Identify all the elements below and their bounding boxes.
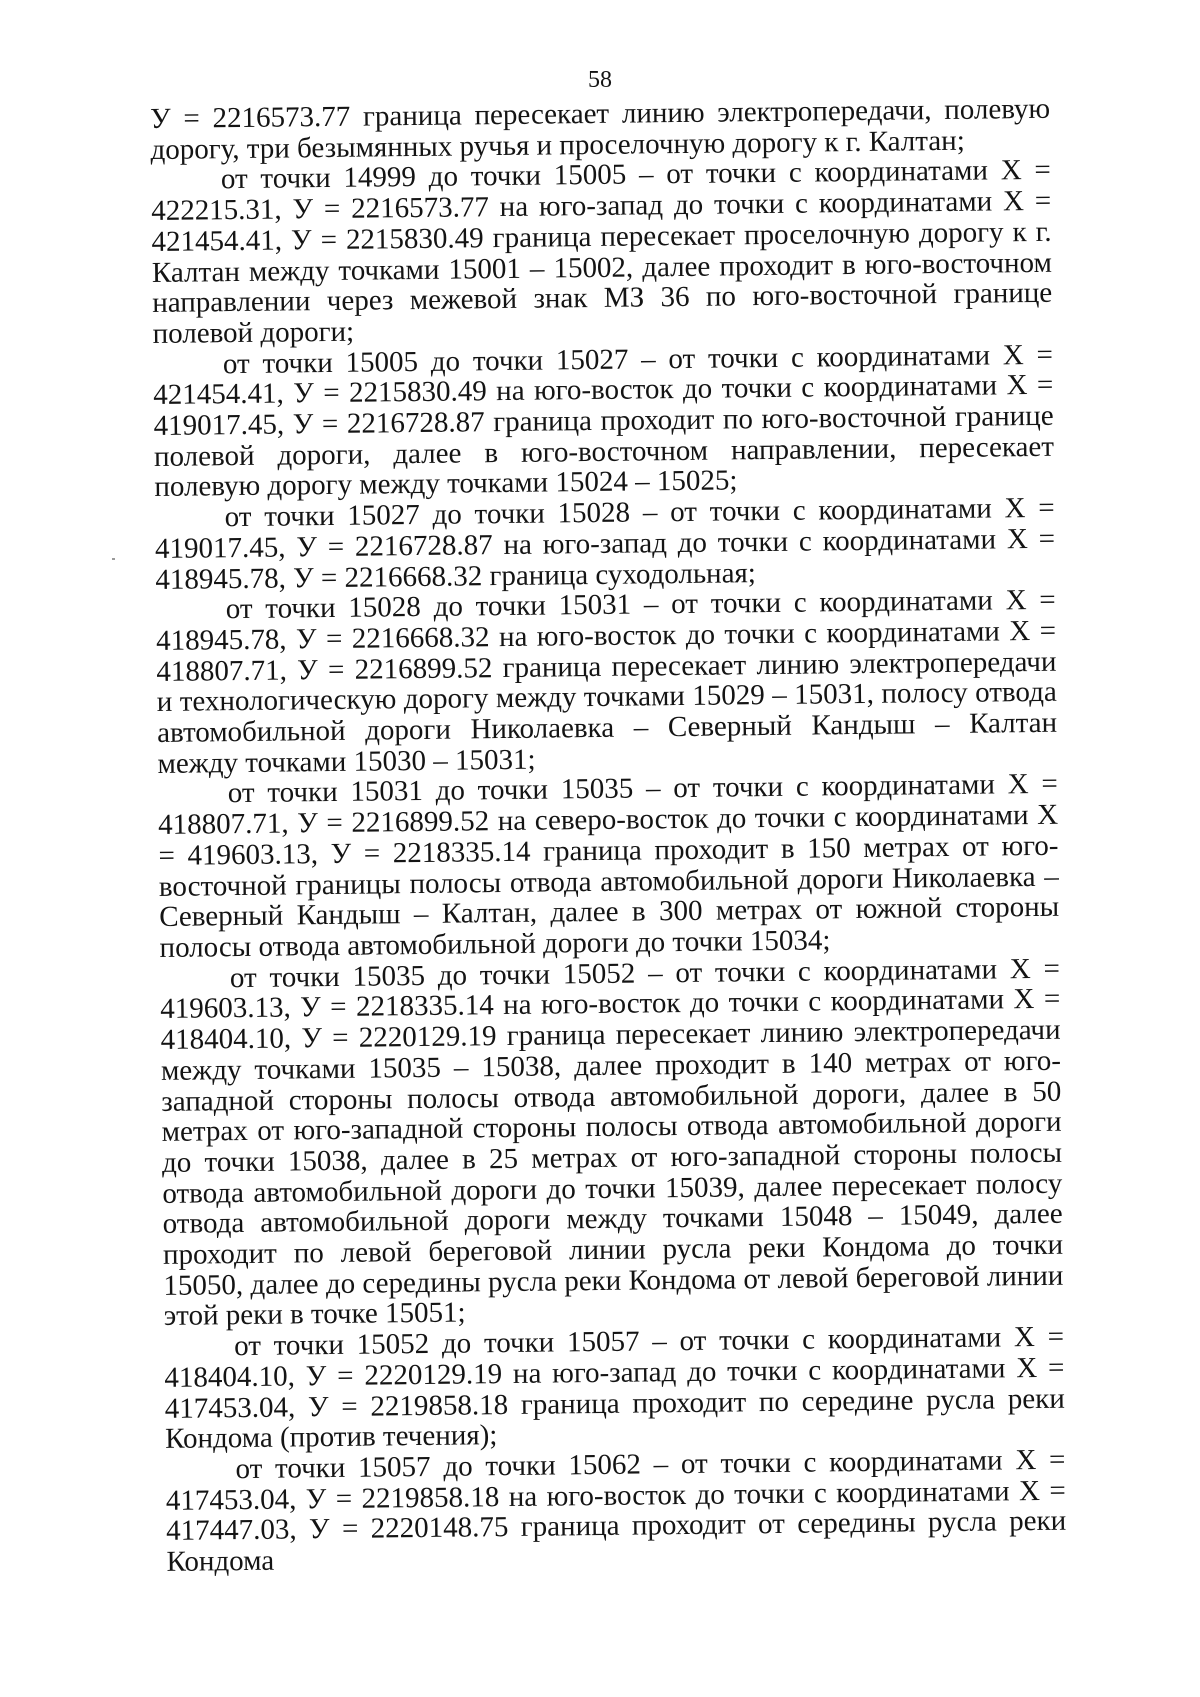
paragraph-segment-15027-15028: от точки 15027 до точки 15028 – от точки с координатами Х = 419017.45, У = 2216728.87 на юго-запад до точки с координатами Х = 418945.78, У = 2216668.32 граница суходольная; (154, 491, 1056, 596)
paragraph-segment-15005-15027: от точки 15005 до точки 15027 – от точки с координатами Х = 421454.41, У = 2215830.49 на юго-восток до точки с координатами Х = 419017.45, У = 2216728.87 граница проходит по юго-восточной границе полевой дороги, далее в юго-восточном направлении, пересекает полевую дорогу между точками 15024 – 15025; (153, 338, 1055, 504)
document-body (150, 94, 1067, 1578)
scan-speck (112, 558, 115, 560)
paragraph-segment-15028-15031: от точки 15028 до точки 15031 – от точки с координатами Х = 418945.78, У = 2216668.32 на юго-восток до точки с координатами Х = 418807.71, У = 2216899.52 граница пересекает линию электропередачи и технологическую дорогу между точками 15029 – 15031, полосу отвода автомобильной дороги Николаевка – Северный Кандыш – Калтан между точками 15030 – 15031; (155, 584, 1058, 780)
paragraph-segment-15035-15052: от точки 15035 до точки 15052 – от точки с координатами Х = 419603.13, У = 2218335.14 на юго-восток до точки с координатами Х = 418404.10, У = 2220129.19 граница пересекает линию электропередачи между точками 15035 – 15038, далее проходит в 140 метрах от юго-западной стороны полосы отвода автомобильной дороги, далее в 50 метрах от юго-западной стороны полосы отвода автомобильной дороги до точки 15038, далее в 25 метрах от юго-западной стороны полосы отвода автомобильной дороги до точки 15039, далее пересекает полосу отвода автомобильной дороги между точками 15048 – 15049, далее проходит по левой береговой линии русла реки Кондома до точки 15050, далее до середины русла реки Кондома от левой береговой линии этой реки в точке 15051; (160, 952, 1064, 1333)
paragraph-segment-15057-15062: от точки 15057 до точки 15062 – от точки с координатами Х = 417453.04, У = 2219858.18 на юго-восток до точки с координатами Х = 417447.03, У = 2220148.75 граница проходит от середины русла реки Кондома (165, 1443, 1067, 1578)
paragraph-segment-14999-15005: от точки 14999 до точки 15005 – от точки с координатами Х = 422215.31, У = 2216573.77 на юго-запад до точки с координатами Х = 421454.41, У = 2215830.49 граница пересекает проселочную дорогу к г. Калтан между точками 15001 – 15002, далее проходит в юго-восточном направлении через межевой знак МЗ 36 по юго-восточной границе полевой дороги; (151, 154, 1053, 350)
paragraph-segment-15052-15057: от точки 15052 до точки 15057 – от точки с координатами Х = 418404.10, У = 2220129.19 на юго-запад до точки с координатами Х = 417453.04, У = 2219858.18 граница проходит по середине русла реки Кондома (против течения); (164, 1320, 1065, 1456)
paragraph-continuation: У = 2216573.77 граница пересекает линию электропередачи, полевую дорогу, три безымянных ручья и проселочную дорогу к г. Калтан; (149, 92, 1051, 166)
page-number: 58 (588, 67, 612, 93)
paragraph-segment-15031-15035: от точки 15031 до точки 15035 – от точки с координатами Х = 418807.71, У = 2216899.52 на северо-восток до точки с координатами Х = 419603.13, У = 2218335.14 граница проходит в 150 метрах от юго-восточной границы полосы отвода автомобильной дороги Николаевка – Северный Кандыш – Калтан, далее в 300 метрах от южной стороны полосы отвода автомобильной дороги до точки 15034; (157, 768, 1060, 964)
